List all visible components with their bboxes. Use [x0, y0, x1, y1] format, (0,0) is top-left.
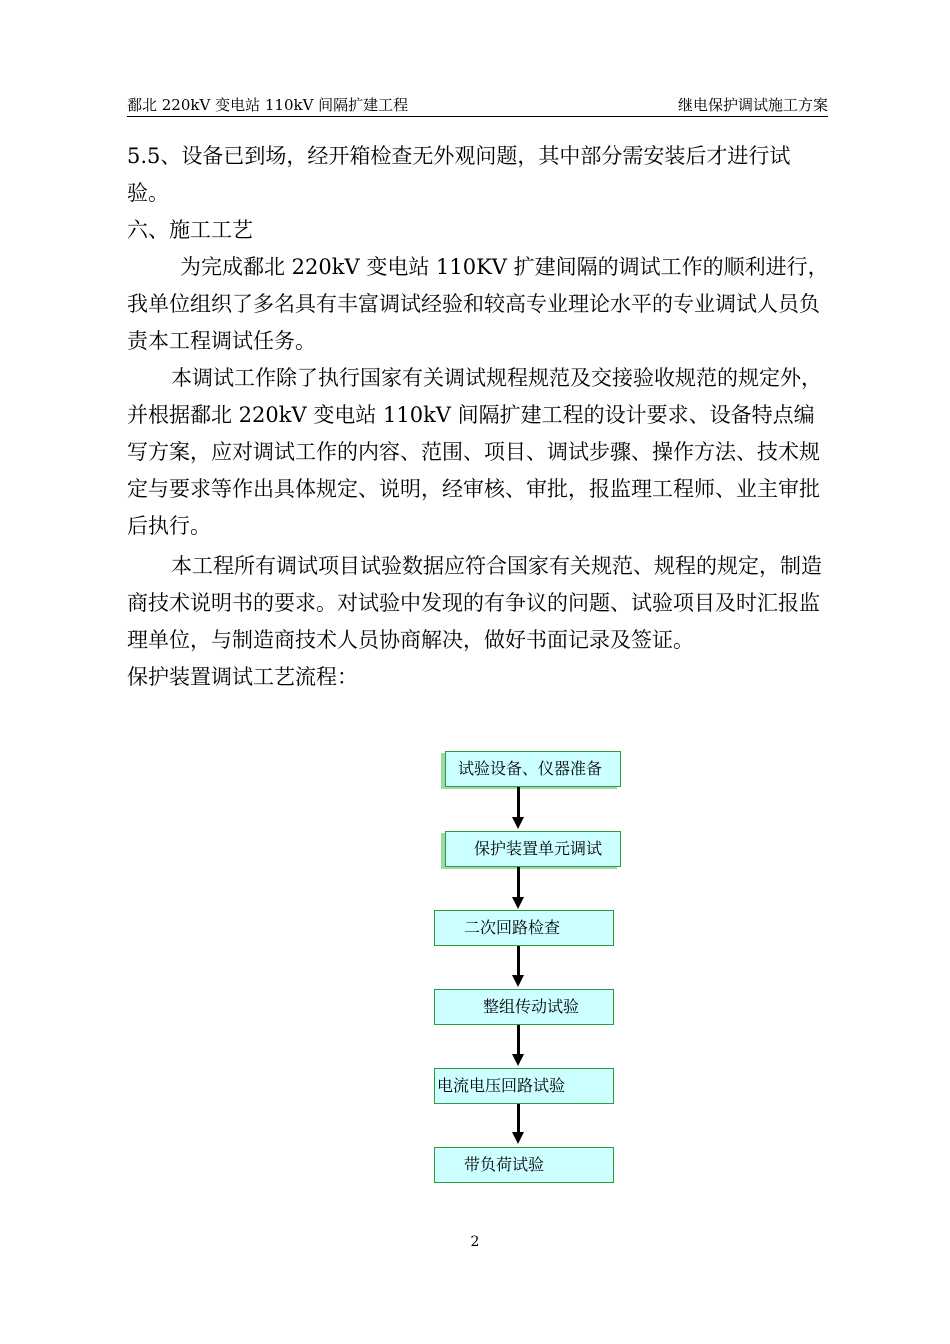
- flow-step-equipment-prep: [445, 751, 621, 787]
- flow-arrow: [517, 1025, 520, 1056]
- flow-arrowhead: [512, 1054, 524, 1066]
- paragraph-scope: 本调试工作除了执行国家有关调试规程规范及交接验收规范的规定外，并根据鄱北 220kV 变电站 110kV 间隔扩建工程的设计要求、设备特点编写方案，应对调试工作的内容、范围、项目、调试步骤、操作方法、技术规定与要求等作出具体规定、说明，经审核、审批，报监理工程师、业主审批后执行。: [127, 366, 822, 538]
- flow-step-label: 试验设备、仪器准备: [458, 759, 603, 778]
- flow-arrowhead: [512, 817, 524, 829]
- flow-step-integrated-trip-test: [434, 989, 614, 1025]
- paragraph-flow-title: 保护装置调试工艺流程：: [127, 665, 358, 689]
- flow-arrowhead: [512, 975, 524, 987]
- flow-arrow: [517, 867, 520, 899]
- flow-step-current-voltage-test: [434, 1068, 614, 1104]
- flow-step-label: 整组传动试验: [483, 997, 580, 1016]
- flow-arrow: [517, 1104, 520, 1134]
- paragraph-intro: 为完成鄱北 220kV 变电站 110KV 扩建间隔的调试工作的顺利进行，我单位组织了多名具有丰富调试经验和较高专业理论水平的专业调试人员负责本工程调试任务。: [127, 255, 829, 353]
- flow-step-label: 二次回路检查: [464, 918, 561, 937]
- header-document-title: 继电保护调试施工方案: [677, 96, 828, 114]
- section-heading-6: 六、施工工艺: [127, 218, 253, 242]
- flow-arrow: [517, 946, 520, 977]
- flow-arrowhead: [512, 897, 524, 909]
- header-project-title: 鄱北 220kV 变电站 110kV 间隔扩建工程: [127, 96, 409, 114]
- flow-arrowhead: [512, 1132, 524, 1144]
- page-number: 2: [470, 1234, 480, 1250]
- flow-step-label: 带负荷试验: [464, 1155, 545, 1174]
- flow-step-unit-debug: [445, 831, 621, 867]
- paragraph-requirements: 本工程所有调试项目试验数据应符合国家有关规范、规程的规定，制造商技术说明书的要求。对试验中发现的有争议的问题、试验项目及时汇报监理单位，与制造商技术人员协商解决，做好书面记录及签证。: [127, 554, 822, 652]
- paragraph-5-5: 5.5、设备已到场，经开箱检查无外观问题，其中部分需安装后才进行试验。: [127, 144, 791, 205]
- flow-arrow: [517, 787, 520, 819]
- flow-step-label: 保护装置单元调试: [474, 839, 603, 858]
- flow-step-secondary-circuit-check: [434, 910, 614, 946]
- flow-step-label: 电流电压回路试验: [437, 1076, 566, 1095]
- flow-step-load-test: [434, 1147, 614, 1183]
